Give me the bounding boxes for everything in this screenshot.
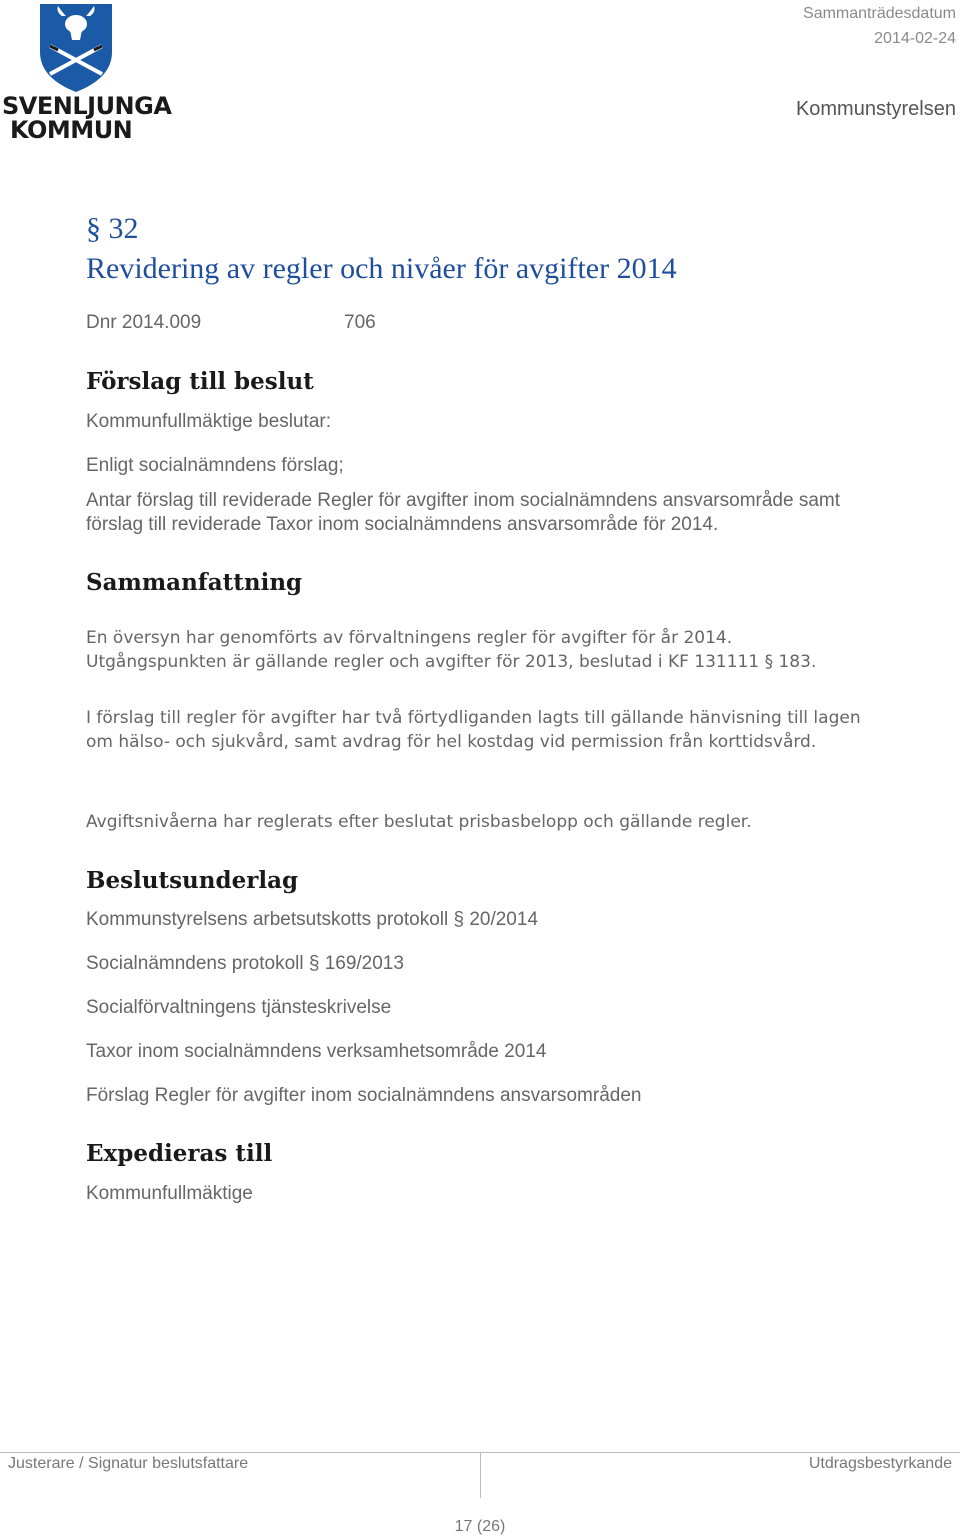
proposal-line: Antar förslag till reviderade Regler för avgifter inom socialnämndens ansvarsområde samt förslag till reviderade Taxor inom socialnämndens ansvarsområde för 2014. [86,490,841,535]
basis-item: Socialförvaltningens tjänsteskrivelse [86,997,392,1018]
paragraph-number: § 32 [86,212,139,245]
signature-field-label: Justerare / Signatur beslutsfattare [8,1455,249,1472]
meeting-date-label: Sammanträdesdatum [803,5,956,22]
basis-item: Förslag Regler för avgifter inom socialnämndens ansvarsområden [86,1085,642,1106]
basis-item: Socialnämndens protokoll § 169/2013 [86,953,404,974]
summary-paragraph: I förslag till regler för avgifter har två förtydliganden lagts till gällande hänvisning till lagen om hälso- och sjukvård, samt avdrag för hel kostdag vid permission från korttidsvård. [86,708,861,752]
dispatch-recipient: Kommunfullmäktige [86,1183,253,1204]
summary-paragraph: En översyn har genomförts av förvaltningens regler för avgifter för år 2014. Utgångspunkten är gällande regler och avgifter för 2013, beslutad i KF 131111 § 183. [86,628,817,672]
meeting-date: 2014-02-24 [874,30,956,47]
committee-name: Kommunstyrelsen [795,98,956,120]
basis-item: Kommunstyrelsens arbetsutskotts protokoll § 20/2014 [86,909,539,930]
item-title: Revidering av regler och nivåer för avgifter 2014 [86,252,677,285]
basis-heading: Beslutsunderlag [86,867,299,894]
footer-column-divider [480,1452,481,1498]
summary-heading: Sammanfattning [86,569,303,596]
dispatch-heading: Expedieras till [86,1140,273,1167]
municipality-logo [0,0,172,144]
summary-paragraph: Avgiftsnivåerna har reglerats efter beslutat prisbasbelopp och gällande regler. [86,812,752,832]
logo-text-line1: SVENLJUNGA [2,92,172,120]
page-number: 17 (26) [454,1518,506,1535]
diary-number: Dnr 2014.009 [86,312,202,333]
proposal-line: Enligt socialnämndens förslag; [86,455,344,476]
logo-text-line2: KOMMUN [10,116,133,144]
classification-code: 706 [344,312,376,333]
proposal-line: Kommunfullmäktige beslutar: [86,411,331,432]
certification-field-label: Utdragsbestyrkande [808,1455,952,1472]
proposal-heading: Förslag till beslut [86,368,314,395]
basis-item: Taxor inom socialnämndens verksamhetsområde 2014 [86,1041,547,1062]
